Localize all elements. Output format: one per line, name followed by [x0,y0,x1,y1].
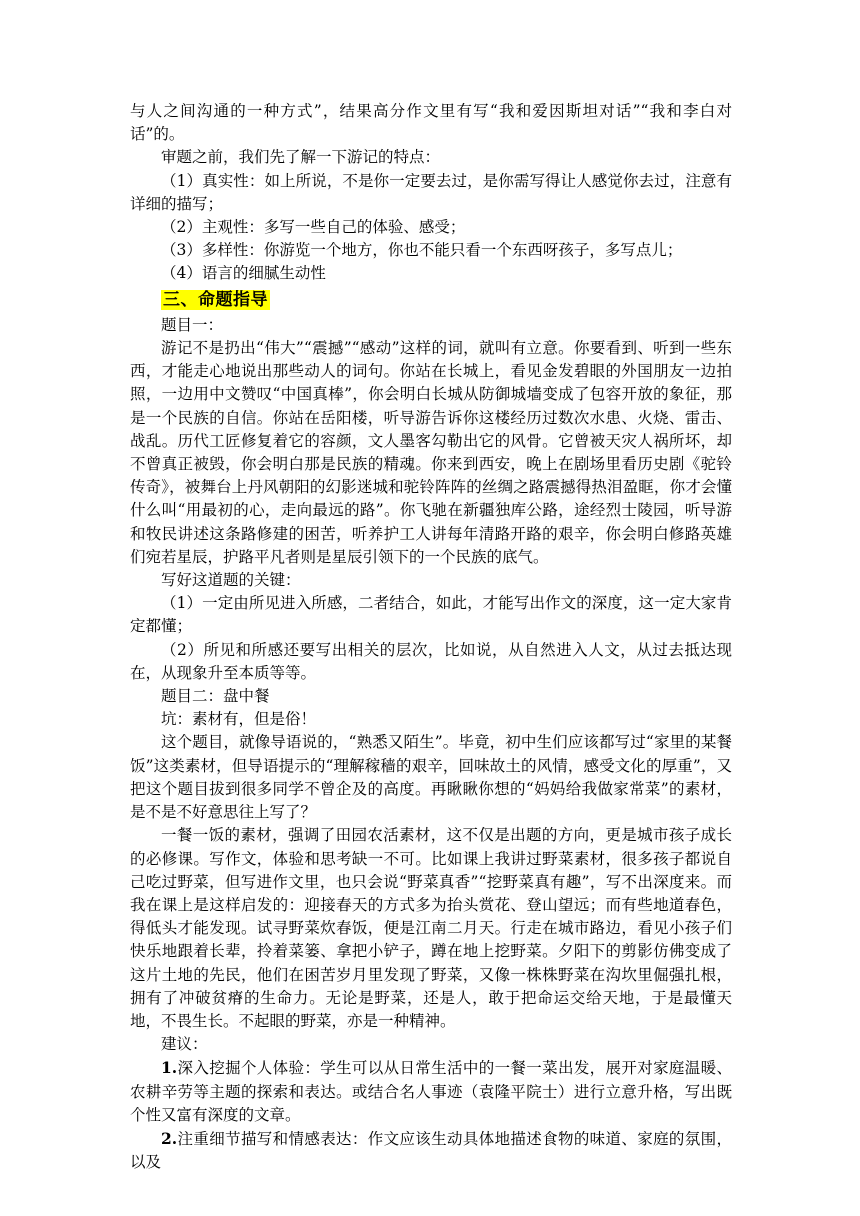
topic1-label: 题目一： [161,315,224,334]
pit-note: 坑：素材有，但是俗！ [161,710,317,729]
section-heading-text: 三、命题指导 [163,289,268,310]
key-item-2: （2）所见和所感还要写出相关的层次，比如说，从自然进入人文，从过去抵达现在，从现象升至本质等等。 [130,640,732,682]
suggestion-2-number: 2. [161,1128,178,1148]
suggestion-1-number: 1. [161,1058,178,1078]
suggest-label: 建议： [161,1035,208,1054]
feature-item-4: （4）语言的细腻生动性 [161,264,326,283]
key-label: 写好这道题的关键： [161,571,301,590]
paragraph-intro: 与人之间沟通的一种方式”，结果高分作文里有写“我和爱因斯坦对话”“我和李白对话”的。 [130,102,732,144]
suggestion-2 [130,1127,732,1174]
topic2-paragraph-1: 这个题目，就像导语说的，“熟悉又陌生”。毕竟，初中生们应该都写过“家里的某餐饭”这类素材，但导语提示的“理解稼穑的艰辛，回味故土的风情，感受文化的厚重”，又把这个题目拔到很多同学不曾企及的高度。再瞅瞅你想的“妈妈给我做家常菜”的素材，是不是不好意思往上写了？ [130,733,732,822]
suggestion-2-text: 注重细节描写和情感表达：作文应该生动具体地描述食物的味道、家庭的氛围，以及 [130,1129,732,1172]
section-heading [161,288,732,312]
document-page [130,100,732,1174]
suggestion-1 [130,1056,732,1127]
suggestion-1-text: 深入挖掘个人体验：学生可以从日常生活中的一餐一菜出发，展开对家庭温暖、农耕辛劳等主题的探索和表达。或结合名人事迹（袁隆平院士）进行立意升格，写出既个性又富有深度的文章。 [130,1059,732,1124]
feature-item-2: （2）主观性：多写一些自己的体验、感受； [161,218,466,237]
topic2-label: 题目二：盘中餐 [161,687,270,706]
key-item-1: （1）一定由所见进入所感，二者结合，如此，才能写出作文的深度，这一定大家肯定都懂； [130,594,732,636]
topic2-paragraph-2: 一餐一饭的素材，强调了田园农活素材，这不仅是出题的方向，更是城市孩子成长的必修课。写作文，体验和思考缺一不可。比如课上我讲过野菜素材，很多孩子都说自己吃过野菜，但写进作文里，也只会说“野菜真香”“挖野菜真有趣”，写不出深度来。而我在课上是这样启发的：迎接春天的方式多为抬头赏花、登山望远；而有些地道春色，得低头才能发现。试寻野菜炊春饭，便是江南二月天。行走在城市路边，看见小孩子们快乐地跟着长辈，拎着菜篓、拿把小铲子，蹲在地上挖野菜。夕阳下的剪影仿佛变成了这片土地的先民，他们在困苦岁月里发现了野菜，又像一株株野菜在沟坎里倔强扎根，拥有了冲破贫瘠的生命力。无论是野菜，还是人，敢于把命运交给天地，于是最懂天地，不畏生长。不起眼的野菜，亦是一种精神。 [130,826,732,1030]
feature-item-3: （3）多样性：你游览一个地方，你也不能只看一个东西呀孩子，多写点儿； [161,241,683,260]
topic1-body: 游记不是扔出“伟大”“震撼”“感动”这样的词，就叫有立意。你要看到、听到一些东西，才能走心地说出那些动人的词句。你站在长城上，看见金发碧眼的外国朋友一边拍照，一边用中文赞叹“中国真棒”，你会明白长城从防御城墙变成了包容开放的象征，那是一个民族的自信。你站在岳阳楼，听导游告诉你这楼经历过数次水患、火烧、雷击、战乱。历代工匠修复着它的容颜，文人墨客勾勒出它的风骨。它曾被天灾人祸所坏，却不曾真正被毁，你会明白那是民族的精魂。你来到西安，晚上在剧场里看历史剧《驼铃传奇》，被舞台上丹风朝阳的幻影迷城和驼铃阵阵的丝绸之路震撼得热泪盈眶，你才会懂什么叫“用最初的心，走向最远的路”。你飞驰在新疆独库公路，途经烈士陵园，听导游和牧民讲述这条路修建的困苦，听养护工人讲每年清路开路的艰辛，你会明白修路英雄们宛若星辰，护路平凡者则是星辰引领下的一个民族的底气。 [130,339,732,566]
paragraph-before-features: 审题之前，我们先了解一下游记的特点： [161,148,441,167]
feature-item-1: （1）真实性：如上所说，不是你一定要去过，是你需写得让人感觉你去过，注意有详细的描写； [130,171,732,213]
